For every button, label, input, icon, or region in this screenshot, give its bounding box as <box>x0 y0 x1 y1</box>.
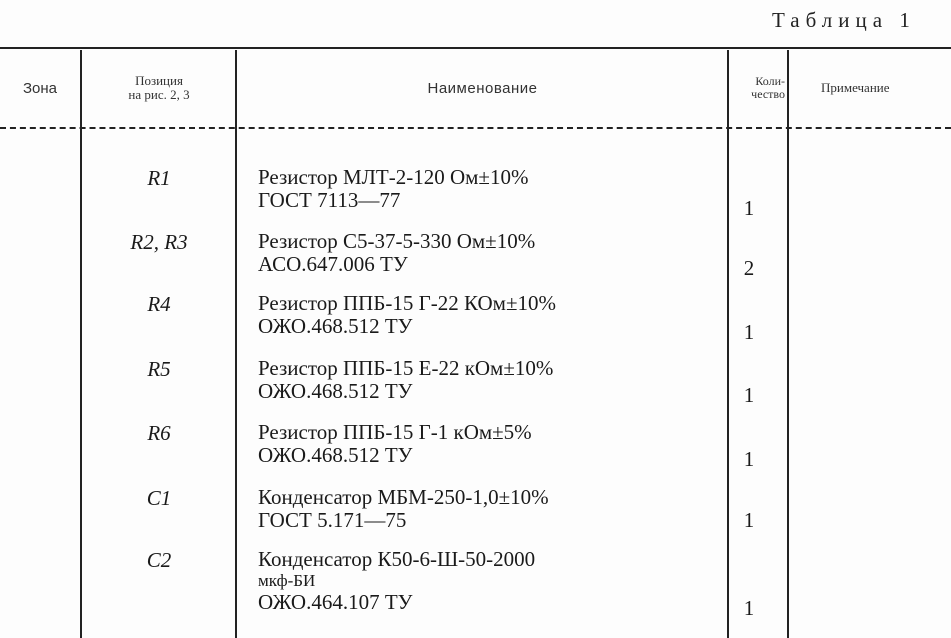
row-name <box>258 486 718 532</box>
row-position: R2, R3 <box>130 230 188 254</box>
row-name-line: ОЖО.468.512 ТУ <box>258 314 413 338</box>
row-name-line: ОЖО.464.107 ТУ <box>258 590 413 614</box>
column-divider-quantity <box>787 50 789 638</box>
row-name-line: ОЖО.468.512 ТУ <box>258 443 413 467</box>
row-name-line: ГОСТ 7113—77 <box>258 188 401 212</box>
row-name-line: Резистор МЛТ-2-120 Ом±10% <box>258 165 529 189</box>
row-name <box>258 548 718 614</box>
header-name: Наименование <box>427 79 538 97</box>
row-name <box>258 421 718 467</box>
row-name-line: Резистор ППБ-15 Е-22 кОм±10% <box>258 356 554 380</box>
row-position: R1 <box>147 166 171 190</box>
header-quantity-line2: чество <box>751 87 785 101</box>
row-name-line: Резистор ППБ-15 Г-22 КОм±10% <box>258 291 556 315</box>
row-quantity: 1 <box>743 447 755 471</box>
row-quantity: 1 <box>743 596 755 620</box>
row-name-line: мкф-БИ <box>258 571 316 590</box>
header-quantity <box>729 50 787 126</box>
row-name-line: Резистор ППБ-15 Г-1 кОм±5% <box>258 420 532 444</box>
row-name <box>258 166 718 212</box>
header-position-line1: Позиция <box>135 73 183 88</box>
header-note: Примечание <box>821 80 890 95</box>
header-zone: Зона <box>22 79 58 97</box>
row-position: R5 <box>147 357 171 381</box>
row-quantity: 2 <box>743 256 755 280</box>
row-name-line: ОЖО.468.512 ТУ <box>258 379 413 403</box>
row-name <box>258 230 718 276</box>
header-position-line2: на рис. 2, 3 <box>128 87 190 102</box>
row-name-line: Конденсатор К50-6-Ш-50-2000 <box>258 547 536 571</box>
row-name-line: Резистор С5-37-5-330 Ом±10% <box>258 229 536 253</box>
row-name-line: Конденсатор МБМ-250-1,0±10% <box>258 485 549 509</box>
row-quantity: 1 <box>743 383 755 407</box>
row-position: C1 <box>146 486 172 510</box>
header-quantity-line1: Коли- <box>755 74 785 88</box>
row-position: C2 <box>146 548 172 572</box>
row-name-line: ГОСТ 5.171—75 <box>258 508 407 532</box>
row-quantity: 1 <box>743 508 755 532</box>
row-name <box>258 292 718 338</box>
table-top-border <box>0 47 951 49</box>
row-position: R4 <box>147 292 171 316</box>
table-caption: Таблица 1 <box>772 8 916 32</box>
header-bottom-border <box>0 127 951 129</box>
row-position: R6 <box>147 421 171 445</box>
row-quantity: 1 <box>743 196 755 220</box>
header-position <box>82 50 236 126</box>
row-name-line: АСО.647.006 ТУ <box>258 252 408 276</box>
row-name <box>258 357 718 403</box>
row-quantity: 1 <box>743 320 755 344</box>
